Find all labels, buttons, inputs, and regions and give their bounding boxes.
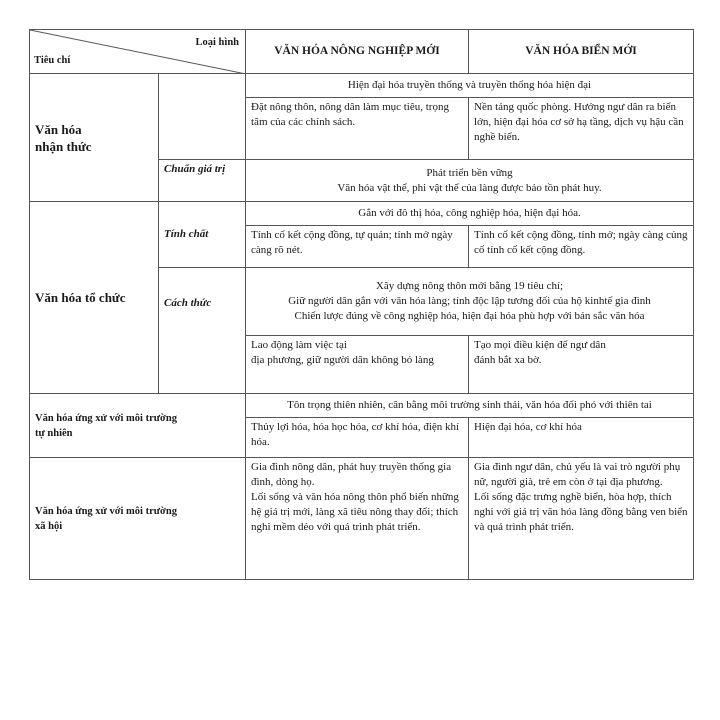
cell-nature-agri: Tính cố kết cộng đồng, tự quản; tính mở ngày càng rõ nét. — [246, 226, 469, 268]
category-social-environment: Văn hóa ứng xử với môi trường xã hội — [30, 458, 246, 580]
table-row — [30, 202, 694, 226]
subcategory-value-standard: Chuẩn giá trị — [159, 160, 246, 202]
cell-natural-sea: Hiện đại hóa, cơ khí hóa — [469, 418, 694, 458]
comparison-table — [29, 29, 694, 580]
cell-natural-agri: Thủy lợi hóa, hóa học hóa, cơ khí hóa, điện khí hóa. — [246, 418, 469, 458]
corner-label-criteria: Tiêu chí — [34, 55, 71, 66]
cell-social-agri: Gia đình nông dân, phát huy truyền thống gia đình, dòng họ. Lối sống và văn hóa nông thôn phổ biến những hệ giá trị mới, làng xã tiêu nông thay đổi; thích nghi mềm dẻo với quá trình phát triển. — [246, 458, 469, 580]
cell-method-sea: Tạo mọi điều kiện để ngư dân đánh bắt xa bờ. — [469, 336, 694, 394]
corner-label-type: Loại hình — [195, 37, 239, 48]
table-row — [30, 74, 694, 98]
column-header-new-sea: VĂN HÓA BIỂN MỚI — [469, 30, 694, 74]
cell-thinking-sea: Nền tảng quốc phòng. Hướng ngư dân ra biển lớn, hiện đại hóa cơ sở hạ tầng, dịch vụ hậu cần nghề biển. — [469, 98, 694, 160]
table-row — [30, 458, 694, 580]
subcategory-nature: Tính chất — [159, 202, 246, 268]
empty-subcell — [159, 74, 246, 160]
header-row — [30, 30, 694, 74]
category-natural-environment: Văn hóa ứng xử với môi trường tự nhiên — [30, 394, 246, 458]
cell-nature-sea: Tính cố kết cộng đồng, tính mở; ngày càng củng cố tính cố kết cộng đồng. — [469, 226, 694, 268]
shared-cell-respect-nature: Tôn trọng thiên nhiên, cân bằng môi trường sinh thái, văn hóa đối phó với thiên tai — [246, 394, 694, 418]
shared-cell-new-countryside: Xây dựng nông thôn mới bằng 19 tiêu chí; Giữ người dân gắn với văn hóa làng; tính độc lập tương đối của hộ kinhtế gia đình Chiến lược đúng về công nghiệp hóa, hiện đại hóa phù hợp với bản sắc văn hóa — [246, 268, 694, 336]
category-organizational-culture: Văn hóa tổ chức — [30, 202, 159, 394]
shared-cell-urbanization: Gắn với đô thị hóa, công nghiệp hóa, hiện đại hóa. — [246, 202, 694, 226]
cell-thinking-agri: Đặt nông thôn, nông dân làm mục tiêu, trọng tâm của các chính sách. — [246, 98, 469, 160]
column-header-new-agriculture: VĂN HÓA NÔNG NGHIỆP MỚI — [246, 30, 469, 74]
cell-method-agri: Lao động làm việc tại địa phương, giữ người dân không bỏ làng — [246, 336, 469, 394]
table-row — [30, 394, 694, 418]
shared-cell-sustainable: Phát triển bền vững Văn hóa vật thể, phi vật thể của làng được bảo tồn phát huy. — [246, 160, 694, 202]
subcategory-method: Cách thức — [159, 268, 246, 394]
category-cognitive-culture: Văn hóa nhận thức — [30, 74, 159, 202]
shared-cell-modernization: Hiện đại hóa truyền thống và truyền thống hóa hiện đại — [246, 74, 694, 98]
corner-header-cell — [30, 30, 246, 74]
cell-social-sea: Gia đình ngư dân, chủ yếu là vai trò người phụ nữ, người già, trẻ em còn ở tại địa phương. Lối sống đặc trưng nghề biển, hòa hợp, thích nghi với giá trị văn hóa làng đồng bằng ven biển và quá trình phát triển. — [469, 458, 694, 580]
